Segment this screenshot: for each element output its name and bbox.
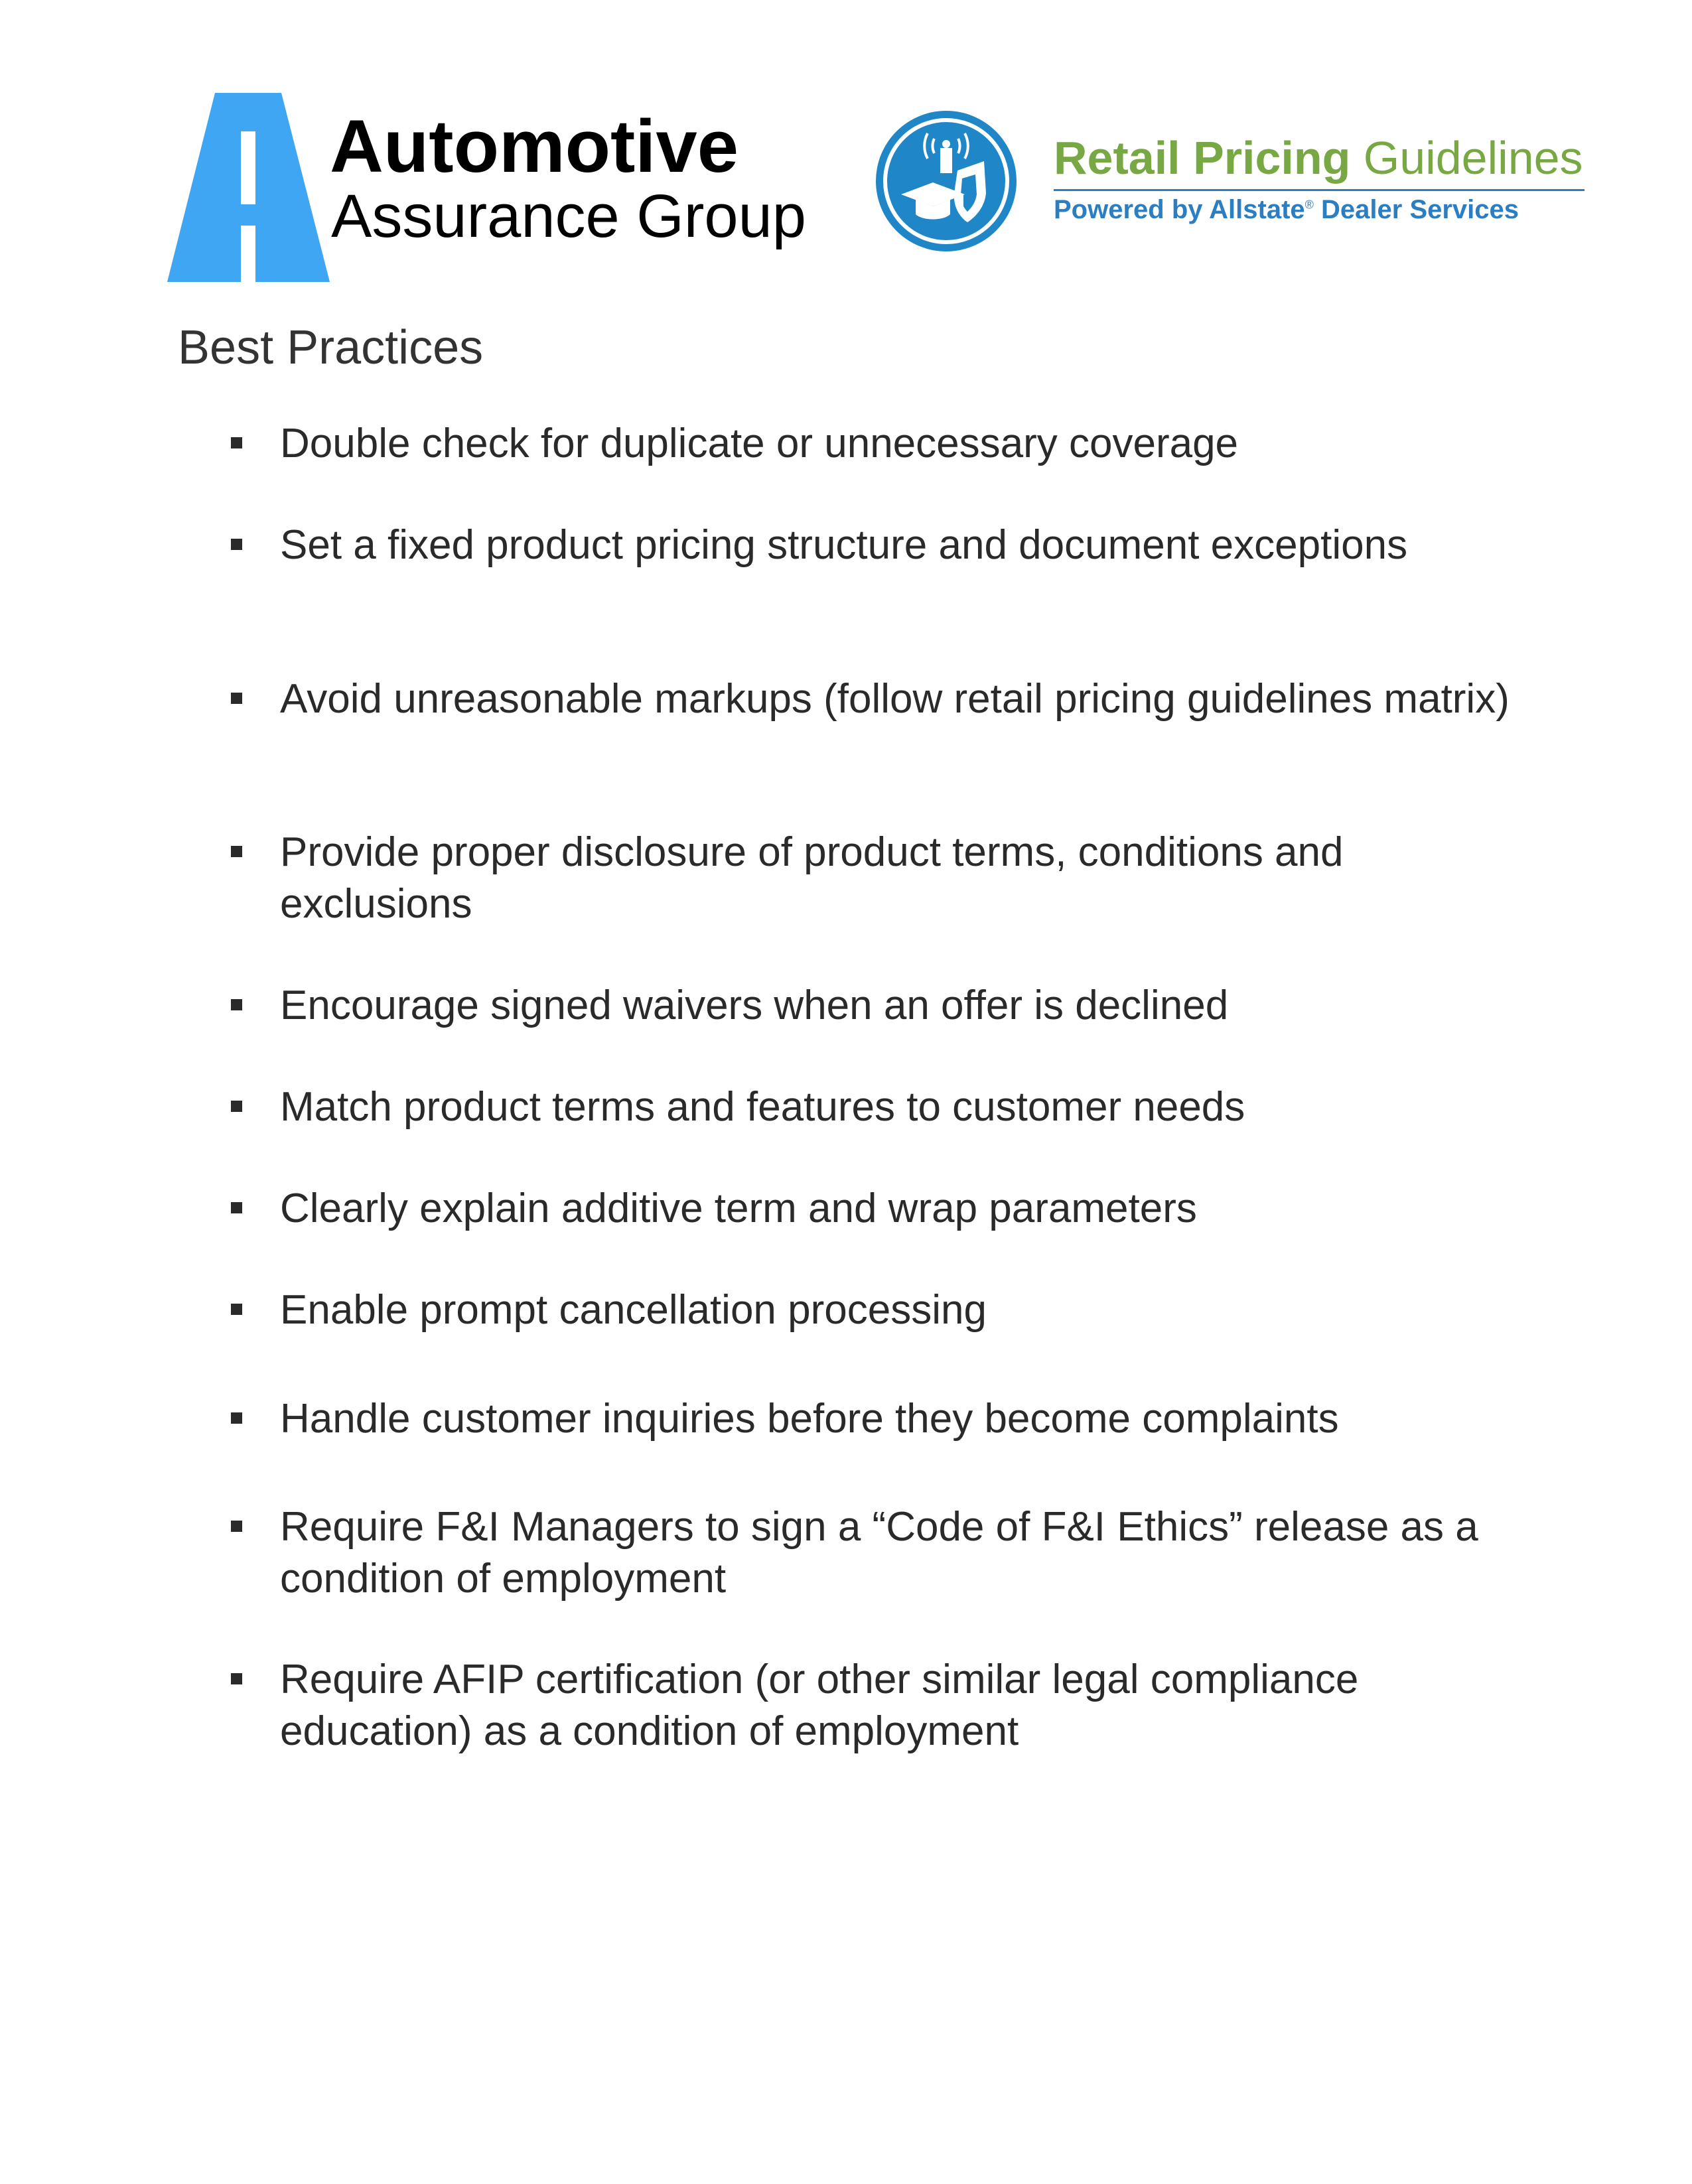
logo-wordmark-assurance-group: Assurance Group	[331, 182, 806, 250]
list-item-text: Avoid unreasonable markups (follow retail pricing guidelines matrix)	[280, 676, 1510, 722]
list-item-text: Clearly explain additive term and wrap parameters	[280, 1186, 1197, 1231]
logo-title	[1054, 132, 1583, 184]
registered-mark: ®	[1304, 198, 1314, 212]
list-item	[231, 1284, 1545, 1336]
logo-subtitle-tail: Dealer Services	[1313, 195, 1519, 224]
logo-title-bold: Retail Pricing	[1054, 132, 1351, 184]
highway-letter-a-logo-icon	[167, 93, 333, 282]
list-item	[231, 673, 1545, 725]
bullet-icon	[231, 846, 242, 857]
list-item-text: Handle customer inquiries before they become complaints	[280, 1396, 1339, 1442]
list-item-text: Enable prompt cancellation processing	[280, 1287, 987, 1333]
retail-pricing-guidelines-logo	[875, 109, 1598, 255]
list-item	[231, 980, 1545, 1032]
list-item-text: Match product terms and features to customer needs	[280, 1084, 1245, 1130]
list-item	[231, 1654, 1545, 1757]
list-item	[231, 1183, 1545, 1235]
logo-subtitle-text: Powered by Allstate	[1054, 195, 1305, 224]
list-item	[231, 1501, 1545, 1605]
list-item-text: Set a fixed product pricing structure and document exceptions	[280, 522, 1408, 568]
automotive-assurance-group-logo	[167, 93, 806, 282]
bullet-icon	[231, 1202, 242, 1213]
bullet-icon	[231, 1304, 242, 1315]
bullet-icon	[231, 1521, 242, 1532]
list-item-text: Require F&I Managers to sign a “Code of F&I Ethics” release as a condition of employment	[280, 1504, 1478, 1602]
page-title: Best Practices	[178, 321, 484, 374]
logo-subtitle	[1054, 196, 1519, 223]
bullet-icon	[231, 999, 242, 1010]
list-item-text: Require AFIP certification (or other similar legal compliance education) as a condition of employment	[280, 1657, 1359, 1754]
list-item-text: Provide proper disclosure of product terms, conditions and exclusions	[280, 829, 1344, 927]
bullet-icon	[231, 539, 242, 550]
shield-graduation-cap-badge-icon	[875, 109, 1018, 253]
list-item	[231, 519, 1545, 571]
logo-title-light: Guidelines	[1350, 132, 1583, 184]
bullet-icon	[231, 1673, 242, 1684]
list-item	[231, 1081, 1545, 1133]
logo-wordmark-automotive: Automotive	[330, 105, 739, 188]
list-item-text: Double check for duplicate or unnecessary coverage	[280, 421, 1239, 466]
list-item	[231, 1393, 1545, 1445]
bullet-icon	[231, 693, 242, 704]
bullet-icon	[231, 437, 242, 448]
list-item	[231, 418, 1545, 470]
logo-divider	[1054, 189, 1585, 191]
bullet-icon	[231, 1412, 242, 1424]
list-item	[231, 827, 1545, 930]
bullet-icon	[231, 1101, 242, 1112]
list-item-text: Encourage signed waivers when an offer is declined	[280, 983, 1229, 1028]
